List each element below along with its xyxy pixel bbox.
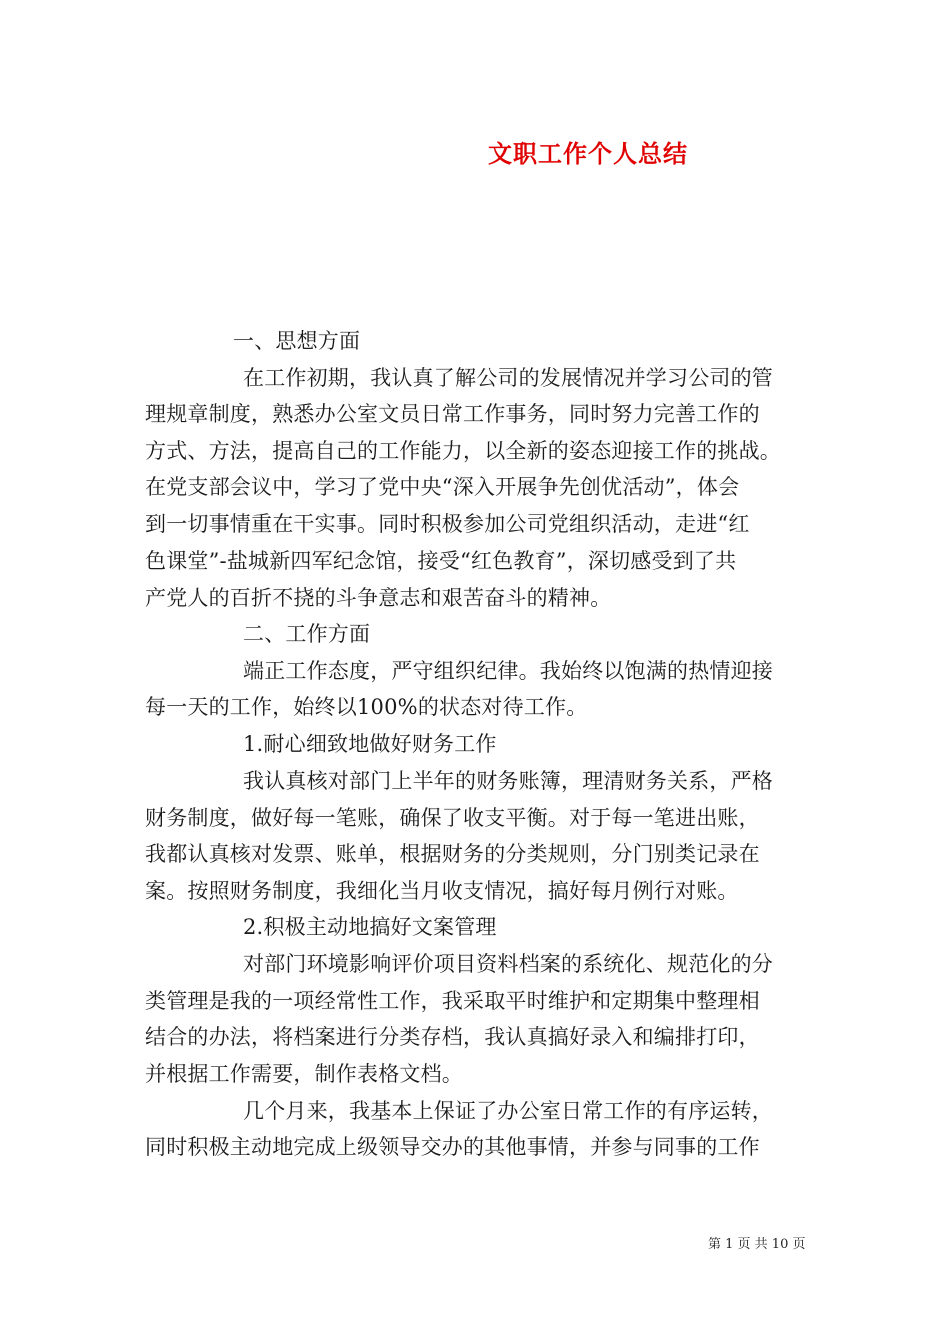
paragraph-line: 几个月来，我基本上保证了办公室日常工作的有序运转，	[243, 1099, 773, 1123]
section-heading: 一、思想方面	[233, 329, 361, 353]
section-heading: 二、工作方面	[243, 622, 371, 646]
paragraph-line: 我都认真核对发票、账单，根据财务的分类规则，分门别类记录在	[145, 842, 760, 866]
paragraph-line: 我认真核对部门上半年的财务账簿，理清财务关系，严格	[243, 769, 773, 793]
paragraph-line: 结合的办法，将档案进行分类存档，我认真搞好录入和编排打印，	[145, 1025, 760, 1049]
paragraph-line: 每一天的工作，始终以100%的状态对待工作。	[145, 695, 588, 719]
paragraph-line: 在党支部会议中，学习了党中央“深入开展争先创优活动”，体会	[145, 475, 740, 499]
paragraph-line: 产党人的百折不挠的斗争意志和艰苦奋斗的精神。	[145, 586, 612, 610]
paragraph-line: 理规章制度，熟悉办公室文员日常工作事务，同时努力完善工作的	[145, 402, 760, 426]
paragraph-line: 色课堂”-盐城新四军纪念馆，接受“红色教育”，深切感受到了共	[145, 549, 737, 573]
paragraph-line: 同时积极主动地完成上级领导交办的其他事情，并参与同事的工作	[145, 1135, 760, 1159]
paragraph-line: 到一切事情重在干实事。同时积极参加公司党组织活动，走进“红	[145, 512, 750, 536]
page-number: 第 1 页 共 10 页	[708, 1237, 806, 1252]
document-title: 文职工作个人总结	[488, 139, 688, 168]
paragraph-line: 类管理是我的一项经常性工作，我采取平时维护和定期集中整理相	[145, 989, 760, 1013]
paragraph-line: 端正工作态度，严守组织纪律。我始终以饱满的热情迎接	[243, 659, 773, 683]
paragraph-line: 案。按照财务制度，我细化当月收支情况，搞好每月例行对账。	[145, 879, 739, 903]
paragraph-line: 并根据工作需要，制作表格文档。	[145, 1062, 463, 1086]
paragraph-line: 方式、方法，提高自己的工作能力，以全新的姿态迎接工作的挑战。	[145, 439, 781, 463]
subsection-heading: 2.积极主动地搞好文案管理	[243, 915, 497, 939]
paragraph-line: 对部门环境影响评价项目资料档案的系统化、规范化的分	[243, 952, 773, 976]
paragraph-line: 在工作初期，我认真了解公司的发展情况并学习公司的管	[243, 366, 773, 390]
subsection-heading: 1.耐心细致地做好财务工作	[243, 732, 497, 756]
paragraph-line: 财务制度，做好每一笔账，确保了收支平衡。对于每一笔进出账，	[145, 806, 760, 830]
